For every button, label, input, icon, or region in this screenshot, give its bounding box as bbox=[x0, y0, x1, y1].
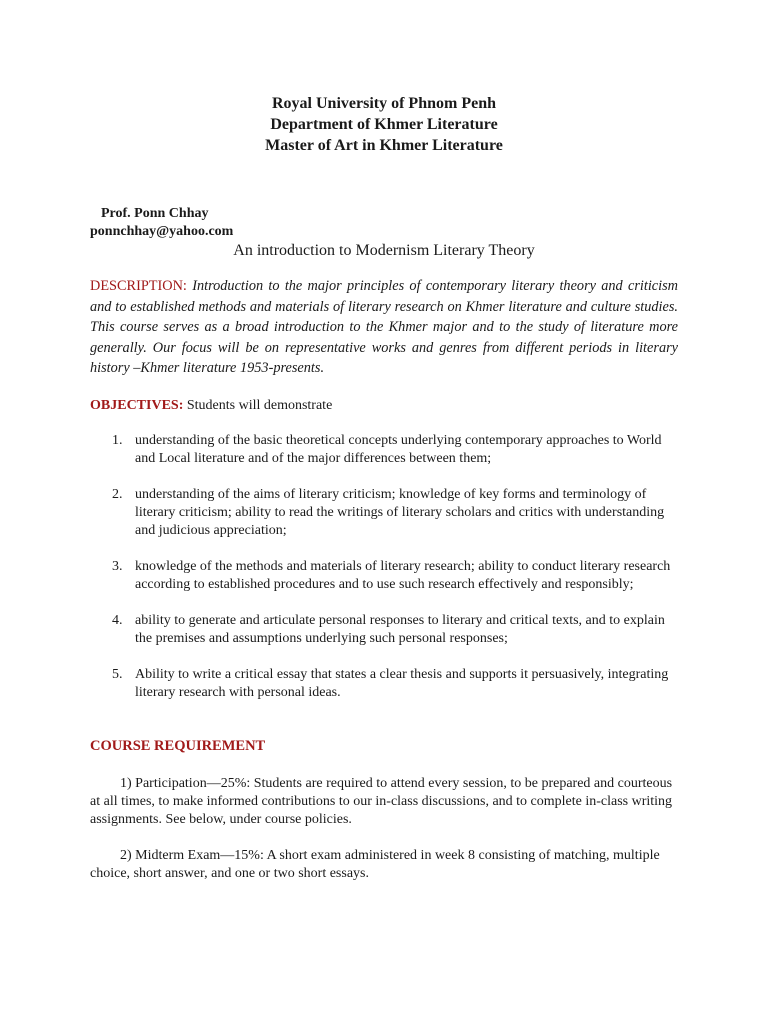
requirement-midterm: 2) Midterm Exam—15%: A short exam administered in week 8 consisting of matching, multiple choice, short answer, and one or two short essays. bbox=[90, 848, 660, 881]
list-item-text: understanding of the aims of literary criticism; knowledge of key forms and terminology of literary criticism; ability to read the writings of literary scholars and critics with understanding and judicious appreciation; bbox=[135, 487, 665, 538]
list-item-text: Ability to write a critical essay that states a clear thesis and supports it persuasively, integrating literary research with personal ideas. bbox=[135, 667, 669, 700]
list-item-number: 5. bbox=[112, 667, 123, 682]
list-item bbox=[90, 432, 678, 468]
objectives-list bbox=[90, 432, 678, 720]
list-item bbox=[90, 558, 678, 594]
description-section bbox=[90, 276, 678, 379]
objectives-label: OBJECTIVES: bbox=[90, 398, 184, 413]
list-item bbox=[90, 486, 678, 540]
document-header bbox=[0, 93, 768, 156]
course-title: An introduction to Modernism Literary Theory bbox=[233, 242, 535, 259]
course-requirement-heading: COURSE REQUIREMENT bbox=[90, 738, 266, 754]
program-name: Master of Art in Khmer Literature bbox=[265, 137, 503, 154]
objectives-intro: Students will demonstrate bbox=[186, 398, 333, 413]
list-item-number: 2. bbox=[112, 487, 123, 502]
list-item bbox=[90, 666, 678, 702]
list-item-number: 4. bbox=[112, 613, 123, 628]
requirement-participation: 1) Participation—25%: Students are required to attend every session, to be prepared and courteous at all times, to make informed contributions to our in-class discussions, and to complete in-class writing assignments. See below, under course policies. bbox=[90, 776, 673, 827]
list-item-text: knowledge of the methods and materials of literary research; ability to conduct literary research according to established procedures and to use such research effectively and responsibly; bbox=[135, 559, 671, 592]
list-item-text: understanding of the basic theoretical concepts underlying contemporary approaches to World and Local literature and of the major differences between them; bbox=[135, 433, 662, 466]
instructor-email: ponnchhay@yahoo.com bbox=[90, 224, 234, 239]
list-item bbox=[90, 612, 678, 648]
department-name: Department of Khmer Literature bbox=[270, 116, 498, 133]
list-item-number: 3. bbox=[112, 559, 123, 574]
list-item-text: ability to generate and articulate personal responses to literary and critical texts, and to explain the premises and assumptions underlying such personal responses; bbox=[135, 613, 665, 646]
description-text: Introduction to the major principles of contemporary literary theory and criticism and to established methods and materials of literary research on Khmer literature and culture studies. This course serves as a broad introduction to the Khmer major and to the study of literature more generally. Our focus will be on representative works and genres from different periods in literary history –Khmer literature 1953-presents. bbox=[90, 278, 679, 376]
list-item-number: 1. bbox=[112, 433, 123, 448]
instructor-name: Prof. Ponn Chhay bbox=[101, 206, 209, 221]
university-name: Royal University of Phnom Penh bbox=[272, 95, 496, 112]
objectives-intro-line bbox=[90, 398, 332, 414]
description-label: DESCRIPTION: bbox=[90, 278, 187, 294]
